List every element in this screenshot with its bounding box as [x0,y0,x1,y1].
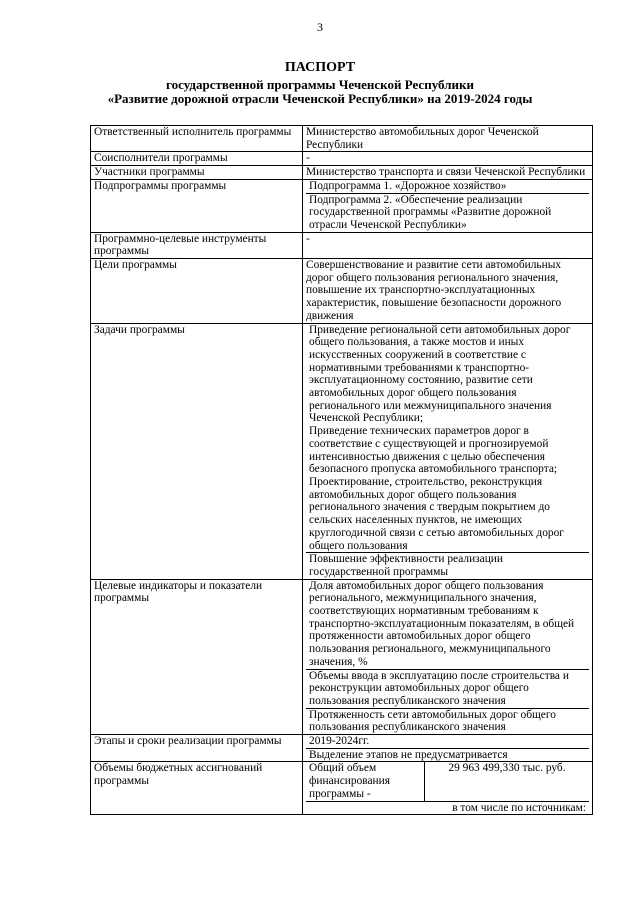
stage-item: 2019-2024гг. [309,735,370,748]
row-value: - [303,152,593,166]
row-value: Министерство автомобильных дорог Чеченской Республики [303,126,593,152]
row-value [303,579,593,734]
budget-sources-label: в том числе по источникам: [306,801,589,815]
row-label: Ответственный исполнитель программы [91,126,303,152]
row-value [303,735,593,762]
document-title: ПАСПОРТ [284,60,356,75]
row-instruments [91,232,593,258]
row-value: - [303,232,593,258]
row-label: Подпрограммы программы [91,179,303,232]
row-label: Участники программы [91,166,303,180]
budget-total [306,762,589,800]
indicator-item: Доля автомобильных дорог общего пользования регионального, межмуниципального значения, соответствующих нормативным требованиям к транспортно-эксплуатационным показателям, в общей протяженности автомобильных дорог общего пользования регионального, межмуниципального значения, % [309,579,575,668]
subtitle-line-1: государственной программы Чеченской Республики [166,77,474,92]
row-value [303,179,593,232]
row-indicators [91,579,593,734]
row-value: Совершенствование и развитие сети автомобильных дорог общего пользования регионального значения, повышение их транспортно-эксплуатационных характеристик, повышение безопасности дорожного движения [303,259,593,324]
task-item: Приведение технических параметров дорог в соответствие с существующей и прогнозируемой интенсивностью движения с целью обеспечения безопасного пропуска автомобильного транспорта; [309,425,558,476]
row-value [303,323,593,579]
row-label: Этапы и сроки реализации программы [91,735,303,762]
row-stages [91,735,593,762]
row-label: Задачи программы [91,323,303,579]
subprogram-item: Подпрограмма 2. «Обеспечение реализации государственной программы «Развитие дорожной отрасли Чеченской Республики» [306,193,589,232]
row-label: Объемы бюджетных ассигнований программы [91,762,303,815]
stage-item: Выделение этапов не предусматривается [306,748,589,762]
row-label: Соисполнители программы [91,152,303,166]
document-subtitle [0,78,640,106]
subprogram-item: Подпрограмма 1. «Дорожное хозяйство» [309,179,507,192]
row-value [303,762,593,815]
row-subprograms [91,179,593,232]
row-label: Целевые индикаторы и показатели программы [91,579,303,734]
page-number: 3 [317,20,323,34]
indicator-item: Объемы ввода в эксплуатацию после строительства и реконструкции автомобильных дорог общего пользования республиканского значения [306,669,589,708]
row-responsible [91,126,593,152]
row-value: Министерство транспорта и связи Чеченской Республики [303,166,593,180]
task-item: Приведение региональной сети автомобильных дорог общего пользования, а также мостов и иных искусственных сооружений в соответствие с нормативными требованиями к транспортно-эксплуатационному состоянию, развитие сети автомобильных дорог общего пользования регионального или межмуниципального значения Чеченской Республики; [309,323,571,425]
passport-table [90,125,593,815]
row-label: Программно-целевые инструменты программы [91,232,303,258]
task-item: Проектирование, строительство, реконструкция автомобильных дорог общего пользования регионального значения с твердым покрытием до сельских населенных пунктов, не имеющих круглогодичной связи с сетью автомобильных дорог общего пользования [309,475,564,552]
row-label: Цели программы [91,259,303,324]
row-goals [91,259,593,324]
row-budget [91,762,593,815]
row-coexecutors [91,152,593,166]
row-participants [91,166,593,180]
budget-total-label: Общий объем финансирования программы - [306,762,425,800]
subtitle-line-2: «Развитие дорожной отрасли Чеченской Республики» на 2019-2024 годы [107,91,533,106]
task-item: Повышение эффективности реализации государственной программы [306,552,589,578]
budget-total-value: 29 963 499,330 тыс. руб. [448,762,566,775]
row-tasks [91,323,593,579]
indicator-item: Протяженность сети автомобильных дорог общего пользования республиканского значения [306,708,589,734]
